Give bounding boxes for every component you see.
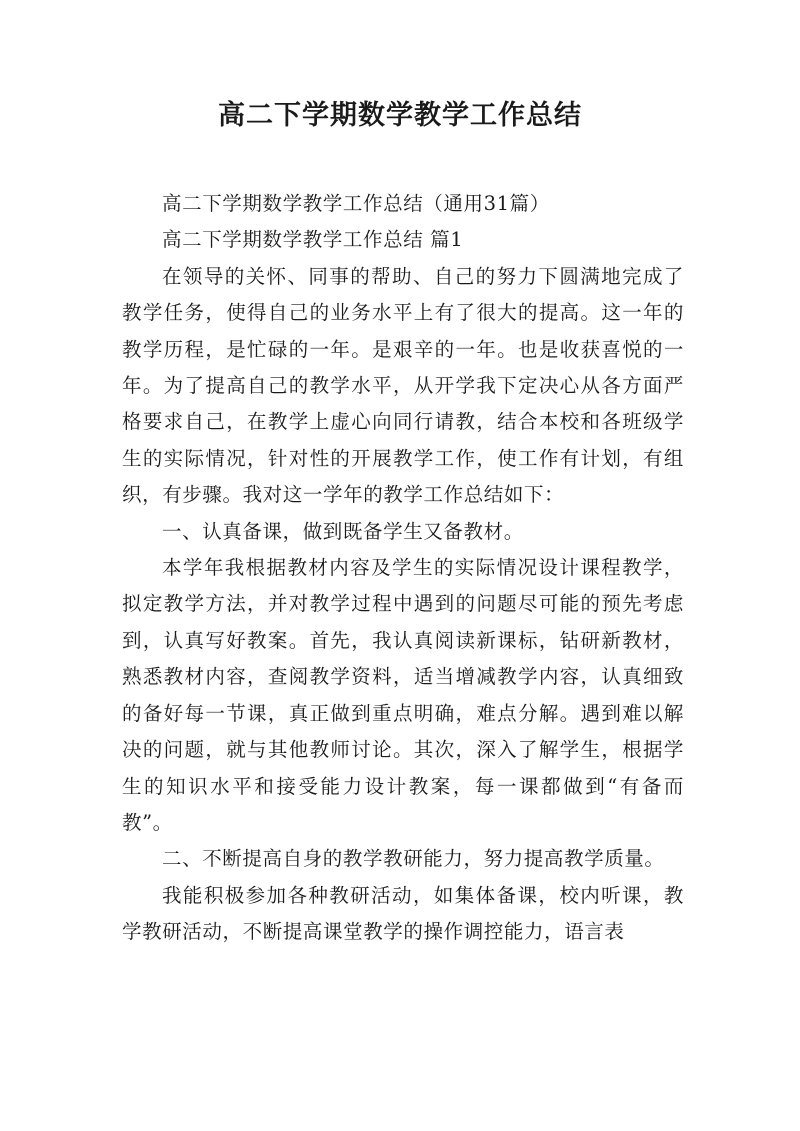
- body-paragraph: 我能积极参加各种教研活动，如集体备课，校内听课，教学教研活动，不断提高课堂教学的操作调控能力，语言表: [122, 883, 684, 944]
- body-paragraph: 本学年我根据教材内容及学生的实际情况设计课程教学，拟定教学方法，并对教学过程中遇到的问题尽可能的预先考虑到，认真写好教案。首先，我认真阅读新课标，钻研新教材，熟悉教材内容，查阅教学资料，适当增减教学内容，认真细致的备好每一节课，真正做到重点明确，难点分解。遇到难以解决的问题，就与其他教师讨论。其次，深入了解学生，根据学生的知识水平和接受能力设计教案，每一课都做到“有备而教”。: [122, 556, 684, 834]
- subtitle-paragraph: 高二下学期数学教学工作总结（通用31篇）: [162, 192, 550, 215]
- document-body: [122, 186, 684, 951]
- body-paragraph: 在领导的关怀、同事的帮助、自己的努力下圆满地完成了教学任务，使得自己的业务水平上有了很大的提高。这一年的教学历程，是忙碌的一年。是艰辛的一年。也是收获喜悦的一年。为了提高自己的教学水平，从开学我下定决心从各方面严格要求自己，在教学上虚心向同行请教，结合本校和各班级学生的实际情况，针对性的开展教学工作，使工作有计划，有组织，有步骤。我对这一学年的教学工作总结如下：: [122, 264, 684, 507]
- section-heading: 高二下学期数学教学工作总结 篇1: [162, 228, 464, 252]
- document-title: 高二下学期数学教学工作总结: [218, 100, 582, 131]
- section-heading: 一、认真备课，做到既备学生又备教材。: [162, 519, 524, 543]
- section-heading: 二、不断提高自身的教学教研能力，努力提高教学质量。: [162, 847, 665, 871]
